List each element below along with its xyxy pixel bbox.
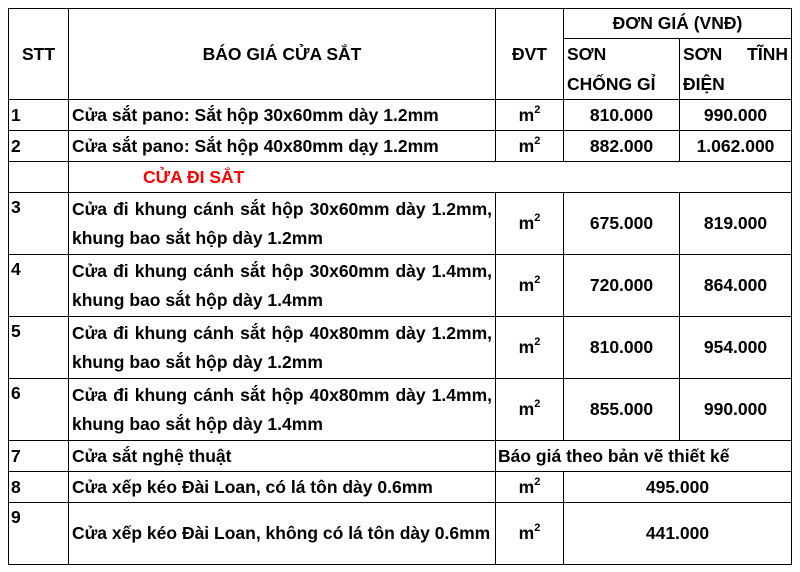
row-design-note: Báo giá theo bản vẽ thiết kế [496, 441, 792, 472]
row-electrostatic-price: 954.000 [680, 317, 792, 379]
row-stt: 4 [9, 255, 69, 317]
section-label: CỬA ĐI SẮT [143, 166, 245, 187]
row-description: Cửa đi khung cánh sắt hộp 40x80mm dày 1.4mm, khung bao sắt hộp dày 1.4mm [69, 379, 496, 441]
section-row [9, 162, 792, 193]
table-row [9, 441, 792, 472]
electrostatic-header-line1 [683, 39, 788, 69]
row-description: Cửa sắt pano: Sắt hộp 40x80mm dạy 1.2mm [69, 131, 496, 162]
row-price: 495.000 [564, 472, 792, 503]
row-description: Cửa sắt nghệ thuật [69, 441, 496, 472]
row-stt: 2 [9, 131, 69, 162]
row-stt: 6 [9, 379, 69, 441]
table-row [9, 472, 792, 503]
table-row [9, 193, 792, 255]
row-stt: 3 [9, 193, 69, 255]
row-electrostatic-price: 990.000 [680, 100, 792, 131]
table-title: BÁO GIÁ CỬA SẮT [69, 9, 496, 100]
electrostatic-header [680, 39, 792, 100]
anti-rust-header-line1: SƠN [567, 44, 607, 64]
row-unit: $m^2$ [496, 317, 564, 379]
table-row [9, 131, 792, 162]
row-description: Cửa đi khung cánh sắt hộp 30x60mm dày 1.2mm, khung bao sắt hộp dày 1.2mm [69, 193, 496, 255]
row-anti-rust-price: 810.000 [564, 100, 680, 131]
row-electrostatic-price: 819.000 [680, 193, 792, 255]
anti-rust-header-line2: CHỐNG GỈ [567, 74, 656, 94]
price-table [8, 8, 792, 565]
section-cell [69, 162, 792, 193]
row-anti-rust-price: 810.000 [564, 317, 680, 379]
row-unit: $m^2$ [496, 193, 564, 255]
row-anti-rust-price: 882.000 [564, 131, 680, 162]
row-unit: $m^2$ [496, 255, 564, 317]
electrostatic-header-line2: ĐIỆN [683, 74, 725, 94]
row-description: Cửa đi khung cánh sắt hộp 30x60mm dày 1.4mm, khung bao sắt hộp dày 1.4mm [69, 255, 496, 317]
anti-rust-header [564, 39, 680, 100]
row-anti-rust-price: 720.000 [564, 255, 680, 317]
electrostatic-header-word2: TĨNH [747, 44, 788, 64]
row-description: Cửa xếp kéo Đài Loan, có lá tôn dày 0.6mm [69, 472, 496, 503]
row-stt: 5 [9, 317, 69, 379]
row-electrostatic-price: 1.062.000 [680, 131, 792, 162]
table-row [9, 100, 792, 131]
electrostatic-header-word1: SƠN [683, 44, 723, 64]
header-row [9, 9, 792, 39]
row-unit: $m^2$ [496, 379, 564, 441]
row-electrostatic-price: 864.000 [680, 255, 792, 317]
row-description: Cửa đi khung cánh sắt hộp 40x80mm dày 1.2mm, khung bao sắt hộp dày 1.2mm [69, 317, 496, 379]
price-group-header: ĐƠN GIÁ (VNĐ) [564, 9, 792, 39]
row-stt: 7 [9, 441, 69, 472]
row-description: Cửa sắt pano: Sắt hộp 30x60mm dày 1.2mm [69, 100, 496, 131]
unit-header: ĐVT [496, 9, 564, 100]
stt-header: STT [9, 9, 69, 100]
row-stt: 9 [9, 503, 69, 565]
row-electrostatic-price: 990.000 [680, 379, 792, 441]
row-unit: $m^2$ [496, 503, 564, 565]
row-description: Cửa xếp kéo Đài Loan, không có lá tôn dày 0.6mm [69, 503, 496, 565]
row-stt: 1 [9, 100, 69, 131]
row-anti-rust-price: 855.000 [564, 379, 680, 441]
section-stt [9, 162, 69, 193]
row-unit: $m^2$ [496, 100, 564, 131]
table-row [9, 255, 792, 317]
row-unit: $m^2$ [496, 472, 564, 503]
row-anti-rust-price: 675.000 [564, 193, 680, 255]
row-stt: 8 [9, 472, 69, 503]
row-unit: $m^2$ [496, 131, 564, 162]
row-price: 441.000 [564, 503, 792, 565]
table-row [9, 379, 792, 441]
table-row [9, 317, 792, 379]
table-row [9, 503, 792, 565]
